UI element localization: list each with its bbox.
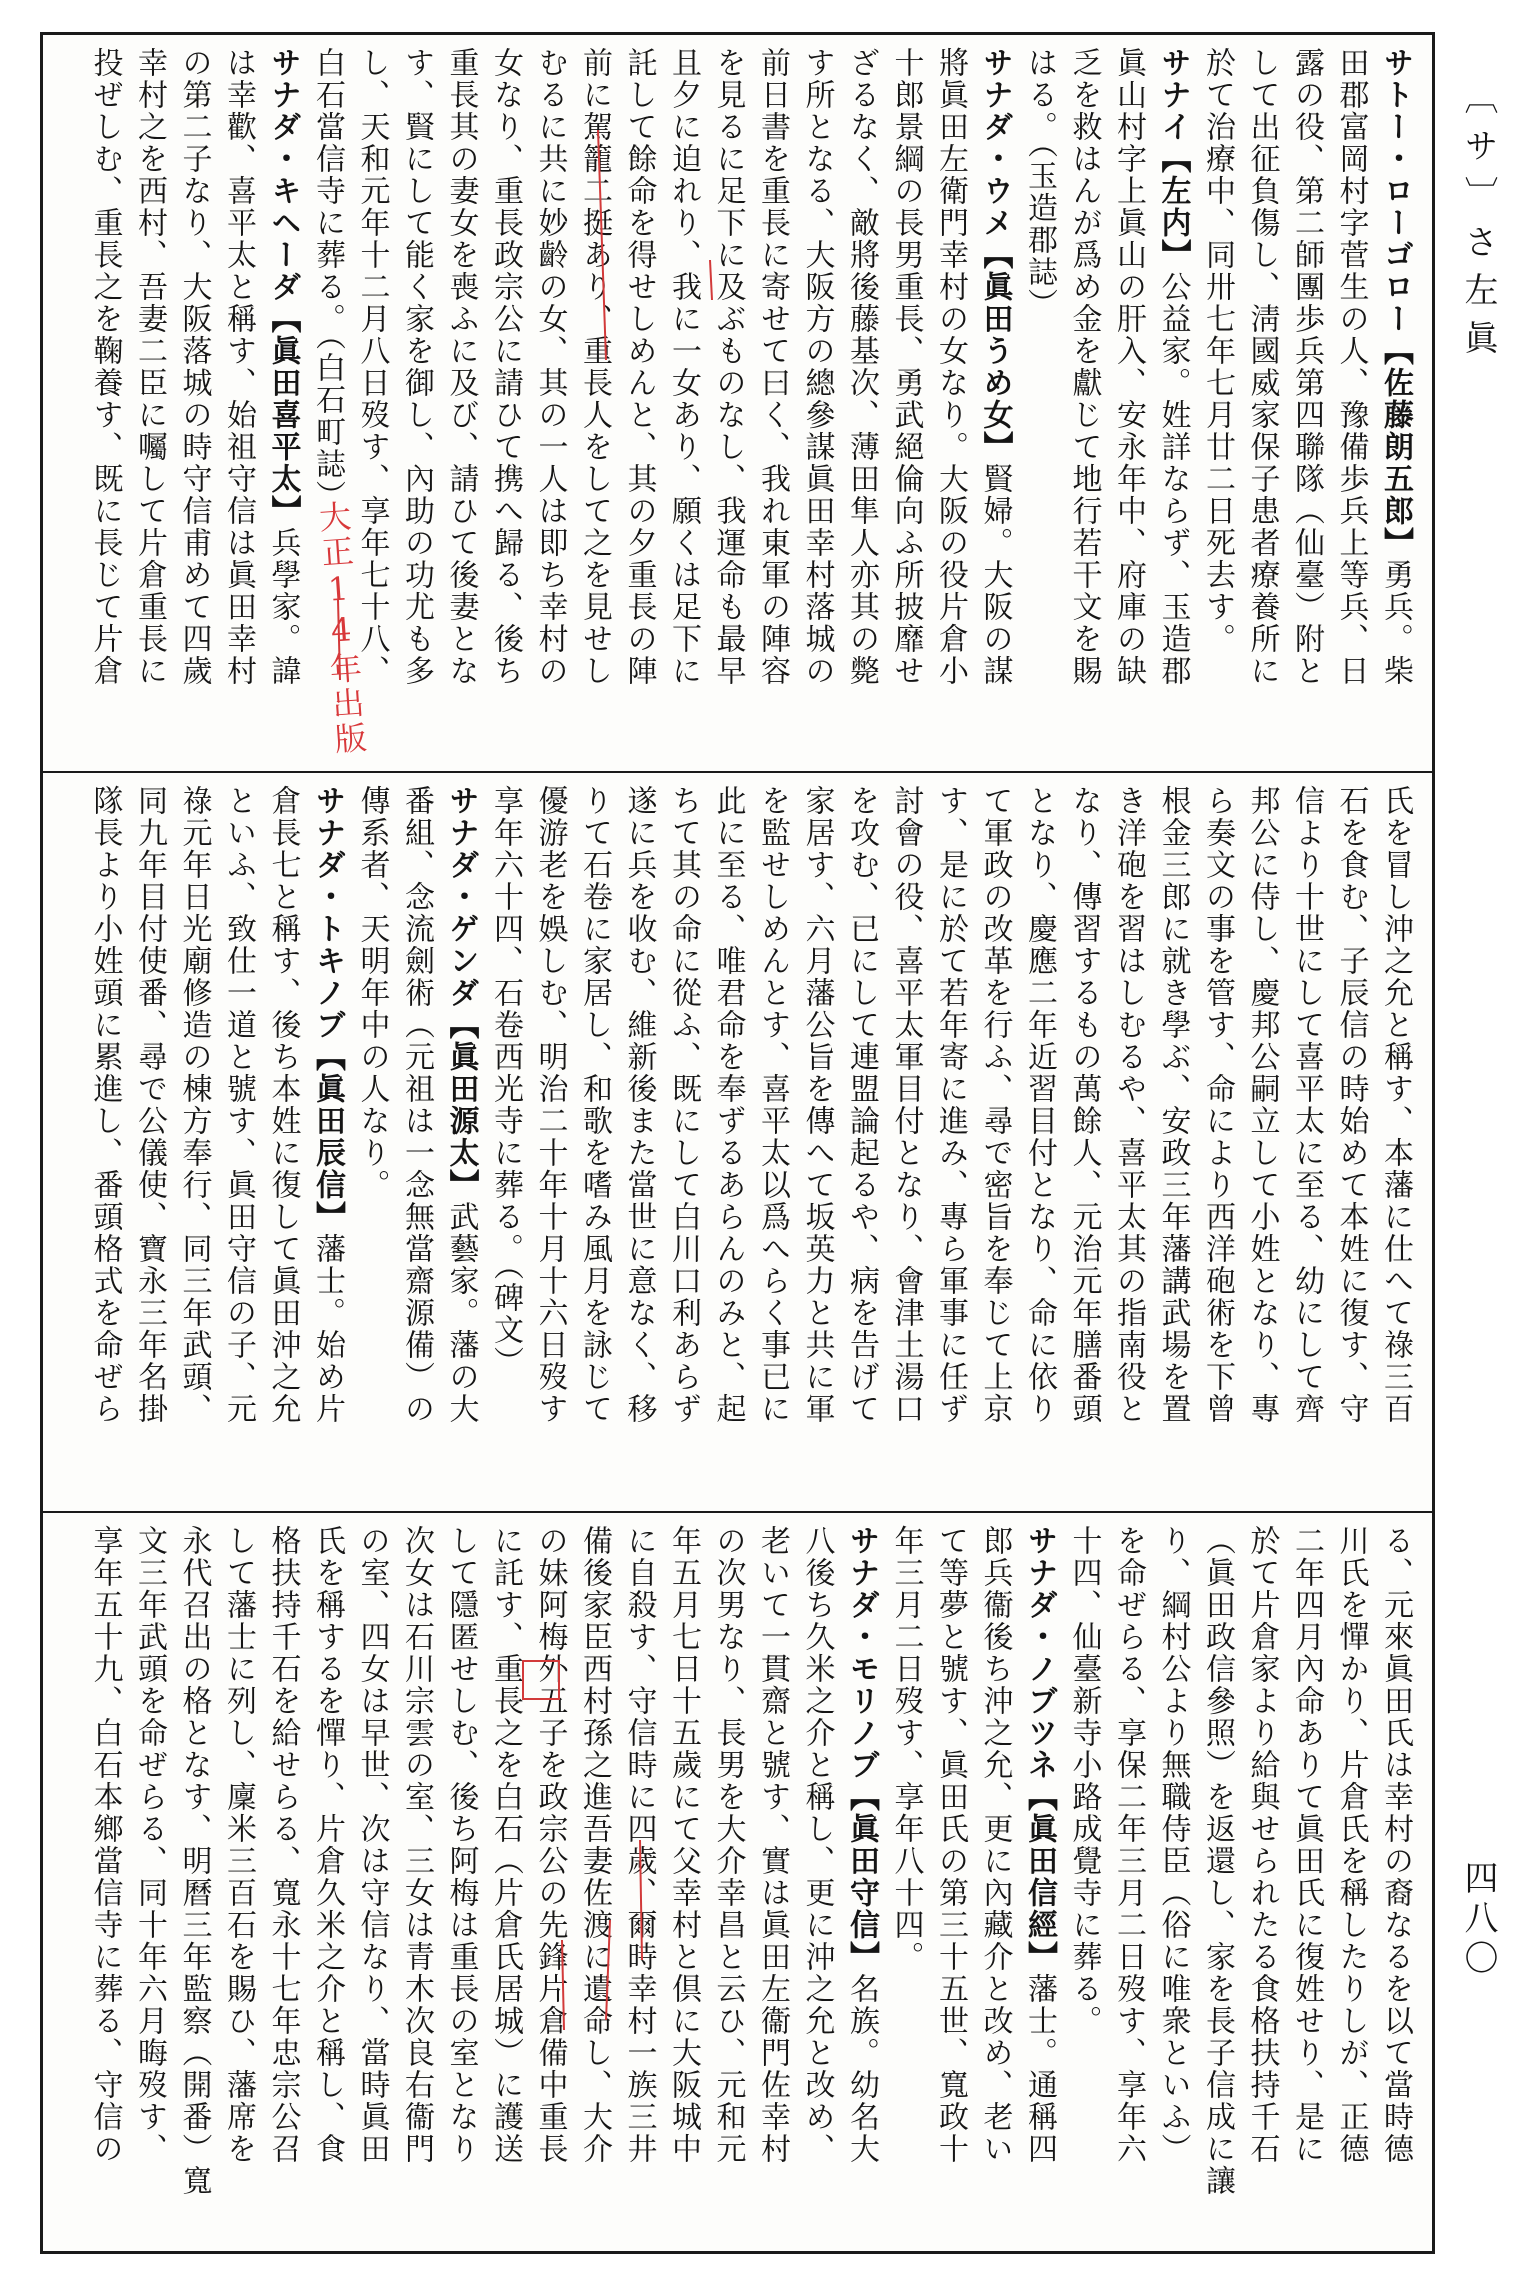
- text-column: [439, 1525, 483, 2165]
- text-column: [617, 47, 661, 687]
- text-column: [1329, 1525, 1373, 2165]
- column-text: 同九年目付使番、尋で公儀使、寶永三年名掛: [132, 785, 167, 1425]
- entry-headword: サナダ・ノブツネ: [1022, 1525, 1057, 1781]
- text-column: [661, 47, 705, 687]
- column-text: て軍政の改革を行ふ、尋で密旨を奉じて上京: [977, 785, 1013, 1425]
- text-column: [528, 785, 572, 1425]
- column-text: 於て治療中、同卅七年七月廿二日死去す。: [1200, 47, 1235, 655]
- text-column: [127, 785, 171, 1425]
- text-column: [216, 1525, 260, 2165]
- tier-lower: [43, 1513, 1432, 2254]
- text-column: [1062, 1525, 1106, 2037]
- column-text: 年三月二日歿す、享年八十四。: [888, 1525, 924, 1973]
- column-text: 根金三郎に就き學ぶ、安政三年藩講武場を置: [1155, 785, 1191, 1425]
- text-column: [1017, 785, 1061, 1425]
- text-column: [1373, 1525, 1417, 2165]
- page-frame: [40, 32, 1435, 2254]
- entry-headword: サナダ・キヘーダ: [265, 47, 301, 303]
- column-text: に託す、重長之を白石（片倉氏居城）に護送: [488, 1525, 523, 2165]
- column-text: に自殺す、守信時に四歲、爾時幸村一族三井: [621, 1525, 657, 2165]
- text-column: [261, 1525, 305, 2165]
- entry-reading: 【左内】: [1155, 143, 1191, 271]
- column-text: 信より十世にして喜平太に至る、幼にして齊: [1289, 785, 1324, 1425]
- text-column: [394, 47, 438, 687]
- column-text: 邦公に侍し、慶邦公嗣立して小姓となり、專: [1244, 785, 1280, 1425]
- column-text: 兵學家。諱: [265, 527, 301, 687]
- column-text: 文三年武頭を命ぜらる、同十年六月晦歿す、: [132, 1525, 167, 2165]
- tier-upper: [43, 35, 1432, 773]
- entry-headword: サナダ・モリノブ: [844, 1525, 879, 1781]
- column-text: 永代召出の格となす、明曆三年監察（開番）寬: [176, 1525, 212, 2197]
- column-text: を攻む、已にして連盟論起るや、病を告げて: [844, 785, 879, 1425]
- text-column: [1151, 47, 1195, 687]
- entry-headword: サナイ: [1155, 47, 1191, 143]
- column-text: ざるなく、敵將後藤基次、薄田隼人亦其の斃: [844, 47, 879, 687]
- column-text: 露の役、第二師團歩兵第四聯隊（仙臺）附と: [1289, 47, 1324, 687]
- text-column: [928, 785, 972, 1425]
- entry-reading: 【眞田守信】: [844, 1781, 879, 1973]
- text-column: [839, 785, 883, 1425]
- entry-reading: 【眞田喜平太】: [265, 303, 301, 527]
- text-column: [1240, 47, 1284, 687]
- column-text: 十郎景綱の長男重長、勇武絕倫向ふ所披靡せ: [888, 47, 924, 687]
- text-column: [1284, 1525, 1328, 2165]
- text-column: [884, 47, 928, 687]
- entry-headword: サトー・ローゴロー: [1378, 47, 1413, 335]
- column-text: 番組、念流劍術（元祖は一念無當齋源備）の: [399, 785, 434, 1425]
- entry-reading: 【眞田辰信】: [310, 1041, 345, 1233]
- text-column: [706, 47, 750, 687]
- column-text: す所となる、大阪方の總參謀眞田幸村落城の: [799, 47, 835, 687]
- column-text: 年五月七日十五歲にて父幸村と倶に大阪城中: [666, 1525, 701, 2165]
- column-text: 將眞田左衛門幸村の女なり。大阪の役片倉小: [933, 47, 968, 687]
- column-text: して出征負傷し、淸國威家保子患者療養所に: [1244, 47, 1280, 687]
- column-text: の室、四女は早世、次は守信なり、當時眞田: [354, 1525, 390, 2165]
- column-text: 此に至る、唯君命を奉ずるあらんのみと、起: [710, 785, 746, 1425]
- entry-reading: 【眞田信經】: [1022, 1781, 1057, 1973]
- text-column: [661, 785, 705, 1425]
- text-column: [795, 47, 839, 687]
- column-text: 勇兵。柴: [1378, 559, 1413, 687]
- text-column: [750, 47, 794, 687]
- entry-headword: サナダ・ゲンダ: [443, 785, 479, 1009]
- column-text: 氏を冒し沖之允と稱す、本藩に仕へて祿三百: [1378, 785, 1413, 1425]
- column-text: ら奏文の事を管す、命により西洋砲術を下曾: [1200, 785, 1235, 1425]
- column-text: 郎兵衞後ち沖之允、更に內藏介と改め、老い: [977, 1525, 1013, 2165]
- column-text: る、元來眞田氏は幸村の裔なるを以て當時德: [1378, 1525, 1413, 2165]
- column-text: 祿元年日光廟修造の棟方奉行、同三年武頭、: [176, 785, 212, 1425]
- column-text: 幸村之を西村、吾妻二臣に囑して片倉重長に: [132, 47, 167, 687]
- text-column: [172, 47, 216, 687]
- column-text: 八後ち久米之介と稱し、更に沖之允と改め、: [799, 1525, 835, 2165]
- column-text: 氏を稱するを憚り、片倉久米之介と稱し、食: [310, 1525, 345, 2165]
- text-column: [172, 785, 216, 1425]
- column-text: の第二子なり、大阪落城の時守信甫めて四歲: [176, 47, 212, 687]
- text-column: [1240, 1525, 1284, 2165]
- text-column: [973, 47, 1017, 687]
- text-column: [261, 47, 305, 687]
- column-text: 討會の役、喜平太軍目付となり、會津土湯口: [888, 785, 924, 1425]
- text-column: [83, 47, 127, 687]
- text-column: [127, 47, 171, 687]
- column-text: 石を食む、子辰信の時始めて本姓に復す、守: [1333, 785, 1369, 1425]
- column-text: 傳系者、天明年中の人なり。: [354, 785, 390, 1201]
- text-column: [216, 47, 260, 687]
- text-column: [750, 785, 794, 1425]
- column-text: 藩士。始め片: [310, 1233, 345, 1425]
- handwritten-annotation: 大正14年出版: [313, 498, 369, 759]
- column-text: 眞山村字上眞山の肝入、安永年中、府庫の缺: [1111, 47, 1146, 687]
- text-column: [572, 785, 616, 1425]
- text-column: [261, 785, 305, 1425]
- text-column: [394, 785, 438, 1425]
- text-column: [795, 1525, 839, 2165]
- text-column: [528, 1525, 572, 2165]
- text-column: [1151, 785, 1195, 1425]
- text-column: [216, 785, 260, 1425]
- text-column: [1195, 1525, 1239, 2197]
- text-column: [617, 1525, 661, 2165]
- column-text: 藩士。通稱四: [1022, 1973, 1057, 2165]
- entry-headword: サナダ・ウメ: [977, 47, 1013, 239]
- text-column: [1106, 47, 1150, 687]
- column-text: 田郡富岡村字菅生の人、豫備歩兵上等兵、日: [1333, 47, 1369, 687]
- column-text: 且夕に迫れり、我に一女あり、願くは足下に: [666, 47, 701, 687]
- column-text: 於て片倉家より給與せられたる食格扶持千石: [1244, 1525, 1280, 2165]
- column-text: といふ、致仕一道と號す、眞田守信の子、元: [221, 785, 256, 1425]
- text-column: [1284, 47, 1328, 687]
- text-column: [394, 1525, 438, 2165]
- column-text: を命ぜらる、享保二年三月二日歿す、享年六: [1111, 1525, 1146, 2165]
- column-text: 備後家臣西村孫之進吾妻佐渡に遺命し、大介: [577, 1525, 612, 2165]
- page-number: 四八〇: [1458, 1860, 1498, 1980]
- text-column: [127, 1525, 171, 2165]
- text-column: [483, 1525, 527, 2165]
- column-text: となり、慶應二年近習目付となり、命に依り: [1022, 785, 1057, 1425]
- column-text: 公益家。姓詳ならず、玉造郡: [1155, 271, 1191, 687]
- text-column: [350, 1525, 394, 2165]
- text-column: [439, 785, 483, 1425]
- column-text: は幸歡、喜平太と稱す、始祖守信は眞田幸村: [221, 47, 256, 687]
- column-text: す、是に於て若年寄に進み、專ら軍事に任ず: [933, 785, 968, 1425]
- text-column: [83, 1525, 127, 2165]
- text-column: [1373, 47, 1417, 687]
- column-text: す、賢にして能く家を御し、內助の功尤も多: [399, 47, 434, 687]
- text-column: [528, 47, 572, 687]
- column-text: て等夢と號す、眞田氏の第三十五世、寬政十: [933, 1525, 968, 2165]
- text-column: [1106, 1525, 1150, 2165]
- text-column: [973, 785, 1017, 1425]
- text-column: [1017, 47, 1061, 320]
- column-text: 優游老を娛しむ、明治二十年十月十六日歿す: [532, 785, 568, 1425]
- text-column: [483, 47, 527, 687]
- text-column: [1062, 47, 1106, 687]
- text-column: [305, 47, 349, 512]
- column-text: 重長其の妻女を喪ふに及び、請ひて後妻とな: [443, 47, 479, 687]
- text-column: [1151, 1525, 1195, 2165]
- column-text: 享年六十四、石卷西光寺に葬る。（碑文）: [488, 785, 523, 1378]
- running-header: 〔サ〕さ左眞: [1458, 80, 1498, 368]
- column-text: 前日書を重長に寄せて曰く、我れ東軍の陣容: [755, 47, 790, 687]
- text-column: [1195, 785, 1239, 1425]
- text-column: [617, 785, 661, 1425]
- tier-middle: [43, 773, 1432, 1513]
- text-column: [661, 1525, 705, 2165]
- text-column: [839, 1525, 883, 2165]
- entry-reading: 【眞田うめ女】: [977, 239, 1013, 463]
- text-column: [1373, 785, 1417, 1425]
- column-text: の次男なり、長男を大介幸昌と云ひ、元和元: [710, 1525, 746, 2165]
- text-column: [1062, 785, 1106, 1425]
- text-column: [1017, 1525, 1061, 2165]
- text-column: [795, 785, 839, 1425]
- column-text: 前に駕籠二挺あり、重長人をして之を見せし: [577, 47, 612, 687]
- column-text: 家居す、六月藩公旨を傳へて坂英力と共に軍: [799, 785, 835, 1425]
- text-column: [706, 1525, 750, 2165]
- column-text: 名族。幼名大: [844, 1973, 879, 2165]
- column-text: 投ぜしむ、重長之を鞠養す、既に長じて片倉: [87, 47, 123, 687]
- text-column: [1195, 47, 1239, 655]
- text-column: [1284, 785, 1328, 1425]
- text-column: [750, 1525, 794, 2165]
- column-text: 次女は石川宗雲の室、三女は青木次良右衞門: [399, 1525, 434, 2165]
- text-column: [305, 785, 349, 1425]
- column-text: 乏を救はんが爲め金を獻じて地行若干文を賜: [1066, 47, 1102, 687]
- text-column: [350, 785, 394, 1201]
- text-column: [928, 47, 972, 687]
- text-column: [483, 785, 527, 1378]
- text-column: [706, 785, 750, 1425]
- text-column: [973, 1525, 1017, 2165]
- entry-reading: 【佐藤朗五郎】: [1378, 335, 1413, 559]
- column-text: はる。（玉造郡誌）: [1022, 47, 1057, 320]
- text-column: [572, 1525, 616, 2165]
- column-text: （眞田政信參照）を返還し、家を長子信成に讓: [1200, 1525, 1235, 2197]
- column-text: ちて其の命に從ふ、既にして白川口利あらず: [666, 785, 701, 1425]
- column-text: 遂に兵を收む、維新後また當世に意なく、移: [621, 785, 657, 1425]
- column-text: 賢婦。大阪の謀: [977, 463, 1013, 687]
- entry-reading: 【眞田源太】: [443, 1009, 479, 1201]
- column-text: 享年五十九、白石本鄉當信寺に葬る、守信の: [87, 1525, 123, 2165]
- column-text: を監せしめんとす、喜平太以爲へらく事已に: [755, 785, 790, 1425]
- text-column: [884, 785, 928, 1425]
- column-text: 格扶持千石を給せらる、寬永十七年忠宗公召: [265, 1525, 301, 2165]
- column-text: 老いて一貫齋と號す、實は眞田左衞門佐幸村: [755, 1525, 790, 2165]
- column-text: して藩士に列し、廩米三百石を賜ひ、藩席を: [221, 1525, 256, 2165]
- text-column: [1329, 47, 1373, 687]
- entry-headword: サナダ・トキノブ: [310, 785, 345, 1041]
- red-box-mark: [522, 1660, 560, 1700]
- column-text: 隊長より小姓頭に累進し、番頭格式を命ぜら: [87, 785, 123, 1425]
- column-text: 白石當信寺に葬る。（白石町誌）: [310, 47, 345, 512]
- text-column: [83, 785, 127, 1425]
- text-column: [305, 1525, 349, 2165]
- text-column: [884, 1525, 928, 1973]
- column-text: 二年四月內命ありて眞田氏に復姓せり、是に: [1289, 1525, 1324, 2165]
- column-text: 託して餘命を得せしめんと、其の夕重長の陣: [621, 47, 657, 687]
- column-text: 川氏を憚かり、片倉氏を稱したりしが、正德: [1333, 1525, 1369, 2165]
- text-column: [1106, 785, 1150, 1425]
- column-text: り、綱村公より無職侍臣（俗に唯衆といふ）: [1155, 1525, 1191, 2165]
- column-text: りて石卷に家居し、和歌を嗜み風月を詠じて: [577, 785, 612, 1425]
- column-text: を見るに足下に及ぶものなし、我運命も最早: [710, 47, 746, 687]
- column-text: し、天和元年十二月八日歿す、享年七十八、: [354, 47, 390, 687]
- text-column: [839, 47, 883, 687]
- column-text: むるに共に妙齡の女、其の一人は即ち幸村の: [532, 47, 568, 687]
- column-text: 十四、仙臺新寺小路成覺寺に葬る。: [1066, 1525, 1102, 2037]
- column-text: の妹阿梅外五子を政宗公の先鋒片倉備中重長: [532, 1525, 568, 2165]
- column-text: 倉長七と稱す、後ち本姓に復して眞田沖之允: [265, 785, 301, 1425]
- column-text: なり、傳習するもの萬餘人、元治元年膳番頭: [1066, 785, 1102, 1425]
- column-text: 女なり、重長政宗公に請ひて携へ歸る、後ち: [488, 47, 523, 687]
- column-text: 武藝家。藩の大: [443, 1201, 479, 1425]
- text-column: [572, 47, 616, 687]
- column-text: して隱匿せしむ、後ち阿梅は重長の室となり: [443, 1525, 479, 2165]
- text-column: [928, 1525, 972, 2165]
- text-column: [1240, 785, 1284, 1425]
- text-column: [439, 47, 483, 687]
- column-text: き洋砲を習はしむるや、喜平太其の指南役と: [1111, 785, 1146, 1425]
- text-column: [1329, 785, 1373, 1425]
- text-column: [172, 1525, 216, 2197]
